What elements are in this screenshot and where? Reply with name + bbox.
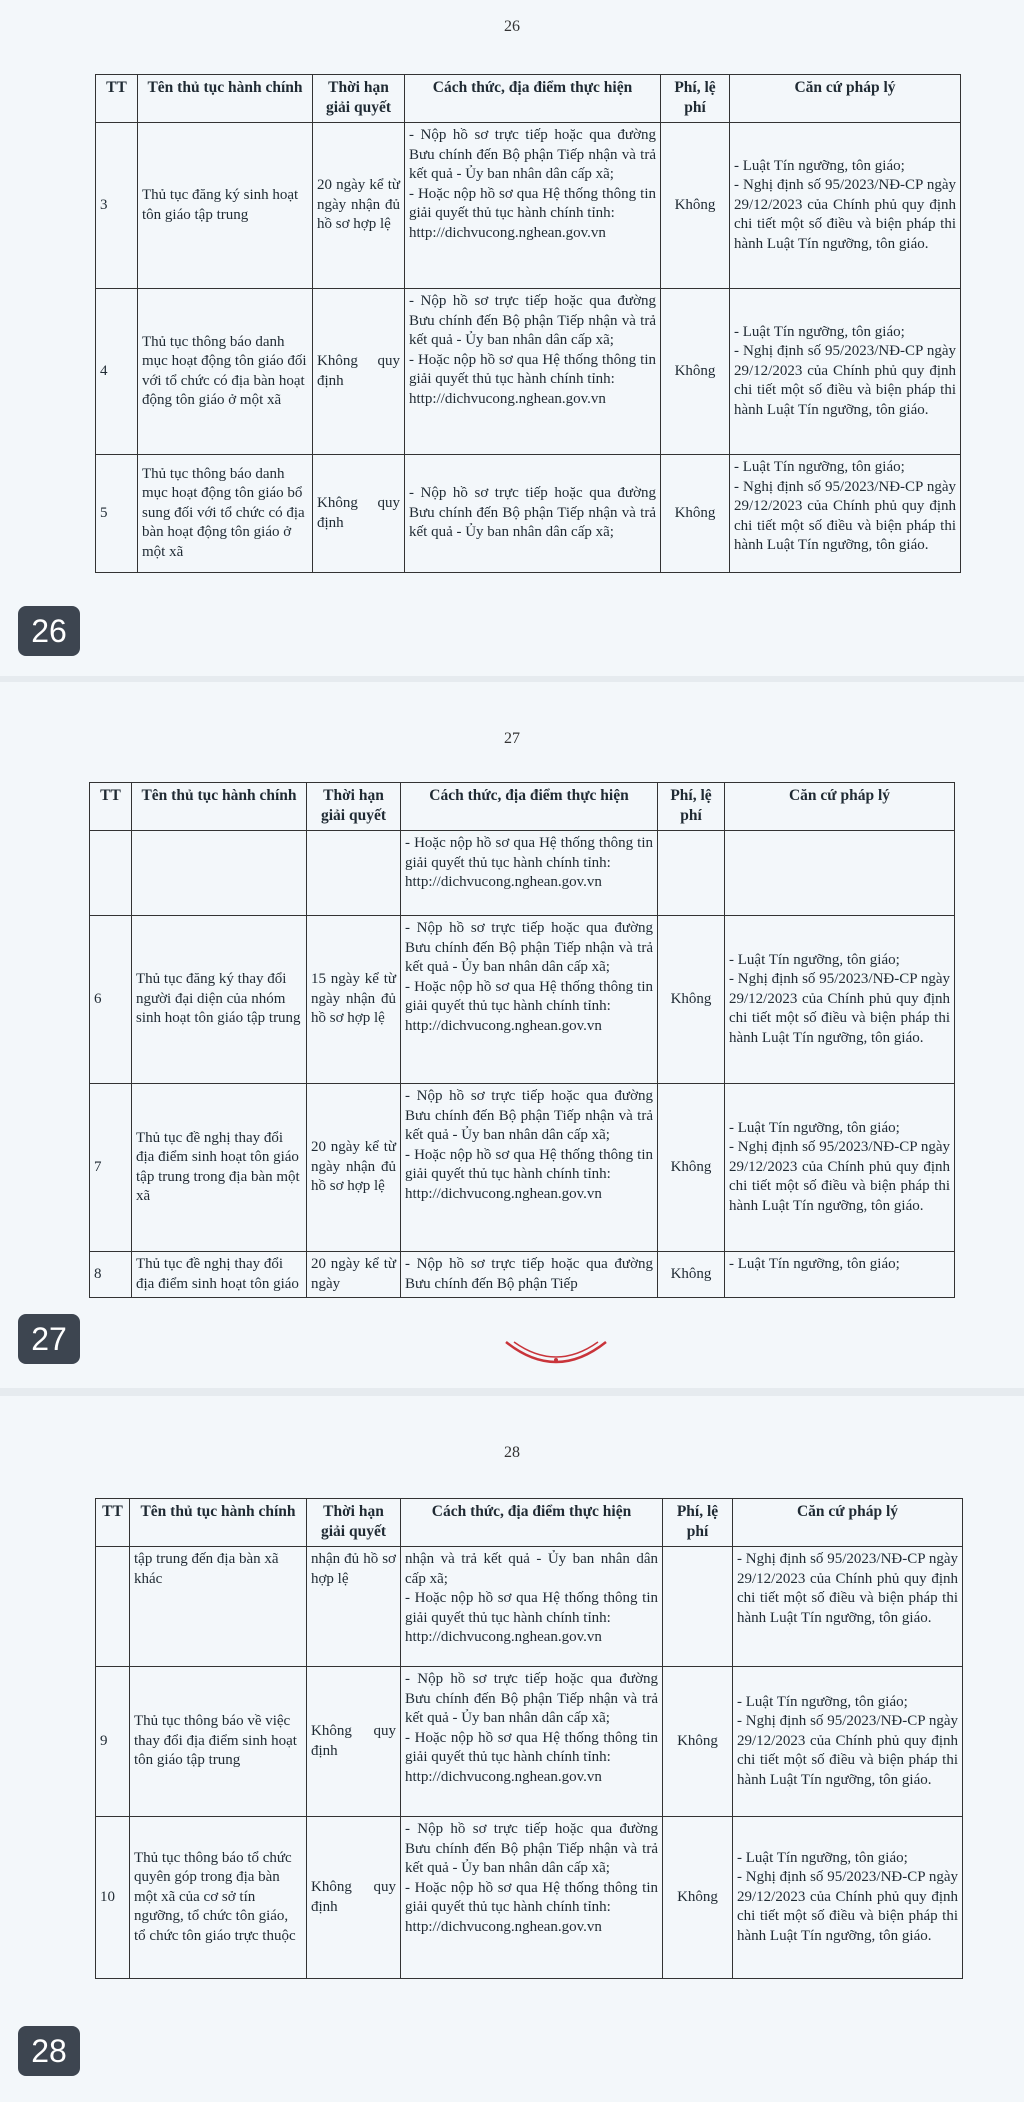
cell-fee: Không bbox=[663, 1667, 733, 1817]
cell-method bbox=[401, 831, 658, 916]
cell-method bbox=[401, 1667, 663, 1817]
method-line: - Hoặc nộp hồ sơ qua Hệ thống thông tin giải quyết thủ tục hành chính tỉnh: bbox=[405, 978, 653, 1014]
cell-time: Không quy định bbox=[307, 1667, 401, 1817]
page-badge: 27 bbox=[18, 1314, 80, 1364]
legal-line: - Luật Tín ngưỡng, tôn giáo; bbox=[734, 323, 905, 340]
procedure-table bbox=[89, 782, 955, 1298]
method-line: - Nộp hồ sơ trực tiếp hoặc qua đường Bưu chính đến Bộ phận Tiếp nhận và trả kết quả - Ủy ban nhân dân cấp xã; bbox=[409, 127, 656, 182]
legal-line: - Nghị định số 95/2023/NĐ-CP ngày 29/12/2023 của Chính phủ quy định chi tiết một số điều và biện pháp thi hành Luật Tín ngưỡng, tôn giáo. bbox=[737, 1551, 958, 1626]
cell-tt: 6 bbox=[90, 916, 132, 1084]
cell-name: Thủ tục thông báo về việc thay đổi địa điểm sinh hoạt tôn giáo tập trung bbox=[130, 1667, 307, 1817]
cell-name: tập trung đến địa bàn xã khác bbox=[130, 1547, 307, 1667]
cell-legal bbox=[730, 123, 961, 289]
table-row bbox=[90, 831, 955, 916]
legal-line: - Luật Tín ngưỡng, tôn giáo; bbox=[737, 1693, 908, 1710]
table-row bbox=[96, 455, 961, 573]
document-page-28 bbox=[0, 1396, 1024, 2102]
cell-method bbox=[405, 455, 661, 573]
cell-name: Thủ tục đề nghị thay đổi địa điểm sinh hoạt tôn giáo bbox=[132, 1252, 307, 1298]
header-tt: TT bbox=[96, 1499, 130, 1547]
legal-line: - Nghị định số 95/2023/NĐ-CP ngày 29/12/2023 của Chính phủ quy định chi tiết một số điều và biện pháp thi hành Luật Tín ngưỡng, tôn giáo. bbox=[729, 1139, 950, 1214]
header-name: Tên thủ tục hành chính bbox=[130, 1499, 307, 1547]
header-fee: Phí, lệ phí bbox=[658, 783, 725, 831]
cell-tt: 7 bbox=[90, 1084, 132, 1252]
cell-name: Thủ tục đề nghị thay đổi địa điểm sinh hoạt tôn giáo tập trung trong địa bàn một xã bbox=[132, 1084, 307, 1252]
cell-tt: 5 bbox=[96, 455, 138, 573]
header-name: Tên thủ tục hành chính bbox=[138, 75, 313, 123]
cell-method bbox=[401, 1084, 658, 1252]
cell-time: nhận đủ hồ sơ hợp lệ bbox=[307, 1547, 401, 1667]
cell-fee: Không bbox=[661, 455, 730, 573]
legal-line: - Nghị định số 95/2023/NĐ-CP ngày 29/12/2023 của Chính phủ quy định chi tiết một số điều và biện pháp thi hành Luật Tín ngưỡng, tôn giáo. bbox=[737, 1869, 958, 1944]
header-time: Thời hạn giải quyết bbox=[313, 75, 405, 123]
cell-legal bbox=[725, 1084, 955, 1252]
method-url: http://dichvucong.nghean.gov.vn bbox=[409, 390, 606, 407]
cell-tt bbox=[96, 1547, 130, 1667]
cell-tt: 4 bbox=[96, 289, 138, 455]
cell-method bbox=[405, 123, 661, 289]
header-method: Cách thức, địa điểm thực hiện bbox=[405, 75, 661, 123]
document-page-26 bbox=[0, 0, 1024, 676]
legal-line: - Luật Tín ngưỡng, tôn giáo; bbox=[734, 157, 905, 174]
header-fee: Phí, lệ phí bbox=[661, 75, 730, 123]
cell-time: 15 ngày kể từ ngày nhận đủ hồ sơ hợp lệ bbox=[307, 916, 401, 1084]
header-time: Thời hạn giải quyết bbox=[307, 1499, 401, 1547]
cell-fee: Không bbox=[658, 1252, 725, 1298]
legal-line: - Nghị định số 95/2023/NĐ-CP ngày 29/12/2023 của Chính phủ quy định chi tiết một số điều và biện pháp thi hành Luật Tín ngưỡng, tôn giáo. bbox=[734, 478, 956, 553]
table-row bbox=[90, 1084, 955, 1252]
method-url: http://dichvucong.nghean.gov.vn bbox=[405, 1185, 602, 1202]
table-header-row bbox=[90, 783, 955, 831]
legal-line: - Luật Tín ngưỡng, tôn giáo; bbox=[729, 1256, 900, 1272]
cell-legal bbox=[725, 916, 955, 1084]
header-legal: Căn cứ pháp lý bbox=[730, 75, 961, 123]
cell-legal bbox=[725, 1252, 955, 1298]
cell-method bbox=[401, 1547, 663, 1667]
method-line: - Nộp hồ sơ trực tiếp hoặc qua đường Bưu chính đến Bộ phận Tiếp bbox=[405, 1256, 653, 1292]
method-line: - Hoặc nộp hồ sơ qua Hệ thống thông tin giải quyết thủ tục hành chính tỉnh: bbox=[405, 1729, 658, 1765]
header-fee: Phí, lệ phí bbox=[663, 1499, 733, 1547]
method-line: - Nộp hồ sơ trực tiếp hoặc qua đường Bưu chính đến Bộ phận Tiếp nhận và trả kết quả - Ủy ban nhân dân cấp xã; bbox=[409, 293, 656, 348]
table-row bbox=[96, 1547, 963, 1667]
table-row bbox=[90, 916, 955, 1084]
method-line: - Hoặc nộp hồ sơ qua Hệ thống thông tin giải quyết thủ tục hành chính tỉnh: bbox=[409, 185, 656, 221]
cell-name: Thủ tục đăng ký thay đổi người đại diện của nhóm sinh hoạt tôn giáo tập trung bbox=[132, 916, 307, 1084]
cell-tt: 10 bbox=[96, 1817, 130, 1979]
cell-fee: Không bbox=[658, 1084, 725, 1252]
cell-method bbox=[401, 1252, 658, 1298]
cell-tt: 3 bbox=[96, 123, 138, 289]
method-line: - Nộp hồ sơ trực tiếp hoặc qua đường Bưu chính đến Bộ phận Tiếp nhận và trả kết quả - Ủy ban nhân dân cấp xã; bbox=[409, 485, 656, 541]
cell-time: Không quy định bbox=[313, 455, 405, 573]
legal-line: - Luật Tín ngưỡng, tôn giáo; bbox=[737, 1849, 908, 1866]
cell-name bbox=[132, 831, 307, 916]
legal-line: - Luật Tín ngưỡng, tôn giáo; bbox=[729, 1119, 900, 1136]
method-url: http://dichvucong.nghean.gov.vn bbox=[405, 874, 602, 890]
cell-tt: 9 bbox=[96, 1667, 130, 1817]
cell-tt: 8 bbox=[90, 1252, 132, 1298]
cell-method bbox=[405, 289, 661, 455]
procedure-table bbox=[95, 74, 961, 573]
table-row bbox=[96, 1817, 963, 1979]
cell-legal bbox=[733, 1667, 963, 1817]
method-line: - Hoặc nộp hồ sơ qua Hệ thống thông tin giải quyết thủ tục hành chính tỉnh: bbox=[405, 1146, 653, 1182]
red-seal-stamp-fragment bbox=[500, 1338, 612, 1376]
cell-name: Thủ tục thông báo danh mục hoạt động tôn giáo đối với tổ chức có địa bàn hoạt động tôn giáo ở một xã bbox=[138, 289, 313, 455]
page-badge: 28 bbox=[18, 2026, 80, 2076]
page-badge: 26 bbox=[18, 606, 80, 656]
legal-line: - Luật Tín ngưỡng, tôn giáo; bbox=[729, 951, 900, 968]
header-tt: TT bbox=[96, 75, 138, 123]
method-line: - Hoặc nộp hồ sơ qua Hệ thống thông tin giải quyết thủ tục hành chính tỉnh: bbox=[405, 1590, 658, 1626]
cell-legal bbox=[730, 455, 961, 573]
header-legal: Căn cứ pháp lý bbox=[725, 783, 955, 831]
table-row bbox=[96, 1667, 963, 1817]
procedure-table bbox=[95, 1498, 963, 1979]
table-header-row bbox=[96, 75, 961, 123]
legal-line: - Nghị định số 95/2023/NĐ-CP ngày 29/12/2023 của Chính phủ quy định chi tiết một số điều và biện pháp thi hành Luật Tín ngưỡng, tôn giáo. bbox=[734, 343, 956, 418]
cell-method bbox=[401, 916, 658, 1084]
table-row bbox=[90, 1252, 955, 1298]
page-number: 26 bbox=[504, 18, 520, 35]
cell-name: Thủ tục đăng ký sinh hoạt tôn giáo tập trung bbox=[138, 123, 313, 289]
method-line: - Nộp hồ sơ trực tiếp hoặc qua đường Bưu chính đến Bộ phận Tiếp nhận và trả kết quả - Ủy ban nhân dân cấp xã; bbox=[405, 920, 653, 975]
method-url: http://dichvucong.nghean.gov.vn bbox=[405, 1918, 602, 1935]
cell-fee: Không bbox=[658, 916, 725, 1084]
cell-legal bbox=[733, 1817, 963, 1979]
header-tt: TT bbox=[90, 783, 132, 831]
page-number: 27 bbox=[504, 730, 520, 747]
cell-time: Không quy định bbox=[307, 1817, 401, 1979]
header-method: Cách thức, địa điểm thực hiện bbox=[401, 783, 658, 831]
method-line: - Nộp hồ sơ trực tiếp hoặc qua đường Bưu chính đến Bộ phận Tiếp nhận và trả kết quả - Ủy ban nhân dân cấp xã; bbox=[405, 1088, 653, 1143]
method-url: http://dichvucong.nghean.gov.vn bbox=[405, 1768, 602, 1785]
method-url: http://dichvucong.nghean.gov.vn bbox=[405, 1017, 602, 1034]
legal-line: - Luật Tín ngưỡng, tôn giáo; bbox=[734, 459, 905, 475]
cell-fee bbox=[663, 1547, 733, 1667]
header-name: Tên thủ tục hành chính bbox=[132, 783, 307, 831]
legal-line: - Nghị định số 95/2023/NĐ-CP ngày 29/12/2023 của Chính phủ quy định chi tiết một số điều và biện pháp thi hành Luật Tín ngưỡng, tôn giáo. bbox=[729, 971, 950, 1046]
cell-time: 20 ngày kể từ ngày bbox=[307, 1252, 401, 1298]
cell-time: 20 ngày kể từ ngày nhận đủ hồ sơ hợp lệ bbox=[307, 1084, 401, 1252]
cell-legal bbox=[725, 831, 955, 916]
cell-fee bbox=[658, 831, 725, 916]
cell-legal bbox=[733, 1547, 963, 1667]
document-page-27 bbox=[0, 682, 1024, 1388]
table-row bbox=[96, 123, 961, 289]
cell-fee: Không bbox=[663, 1817, 733, 1979]
cell-fee: Không bbox=[661, 123, 730, 289]
cell-name: Thủ tục thông báo danh mục hoạt động tôn giáo bổ sung đối với tổ chức có địa bàn hoạt động tôn giáo ở một xã bbox=[138, 455, 313, 573]
method-line: - Nộp hồ sơ trực tiếp hoặc qua đường Bưu chính đến Bộ phận Tiếp nhận và trả kết quả - Ủy ban nhân dân cấp xã; bbox=[405, 1821, 658, 1876]
cell-method bbox=[401, 1817, 663, 1979]
cell-time: 20 ngày kể từ ngày nhận đủ hồ sơ hợp lệ bbox=[313, 123, 405, 289]
table-header-row bbox=[96, 1499, 963, 1547]
method-line: - Hoặc nộp hồ sơ qua Hệ thống thông tin giải quyết thủ tục hành chính tỉnh: bbox=[405, 1879, 658, 1915]
legal-line: - Nghị định số 95/2023/NĐ-CP ngày 29/12/2023 của Chính phủ quy định chi tiết một số điều và biện pháp thi hành Luật Tín ngưỡng, tôn giáo. bbox=[737, 1713, 958, 1788]
method-line: - Nộp hồ sơ trực tiếp hoặc qua đường Bưu chính đến Bộ phận Tiếp nhận và trả kết quả - Ủy ban nhân dân cấp xã; bbox=[405, 1671, 658, 1726]
cell-time: Không quy định bbox=[313, 289, 405, 455]
method-url: http://dichvucong.nghean.gov.vn bbox=[409, 224, 606, 241]
cell-fee: Không bbox=[661, 289, 730, 455]
cell-name: Thủ tục thông báo tổ chức quyên góp trong địa bàn một xã của cơ sở tín ngưỡng, tổ chức tôn giáo, tổ chức tôn giáo trực thuộc bbox=[130, 1817, 307, 1979]
cell-tt bbox=[90, 831, 132, 916]
method-line: nhận và trả kết quả - Ủy ban nhân dân cấp xã; bbox=[405, 1551, 658, 1587]
cell-time bbox=[307, 831, 401, 916]
cell-legal bbox=[730, 289, 961, 455]
method-line: - Hoặc nộp hồ sơ qua Hệ thống thông tin giải quyết thủ tục hành chính tỉnh: bbox=[405, 835, 653, 871]
method-url: http://dichvucong.nghean.gov.vn bbox=[405, 1629, 602, 1645]
method-line: - Hoặc nộp hồ sơ qua Hệ thống thông tin giải quyết thủ tục hành chính tỉnh: bbox=[409, 351, 656, 387]
table-row bbox=[96, 289, 961, 455]
header-legal: Căn cứ pháp lý bbox=[733, 1499, 963, 1547]
page-number: 28 bbox=[504, 1444, 520, 1461]
legal-line: - Nghị định số 95/2023/NĐ-CP ngày 29/12/2023 của Chính phủ quy định chi tiết một số điều và biện pháp thi hành Luật Tín ngưỡng, tôn giáo. bbox=[734, 177, 956, 252]
header-time: Thời hạn giải quyết bbox=[307, 783, 401, 831]
header-method: Cách thức, địa điểm thực hiện bbox=[401, 1499, 663, 1547]
